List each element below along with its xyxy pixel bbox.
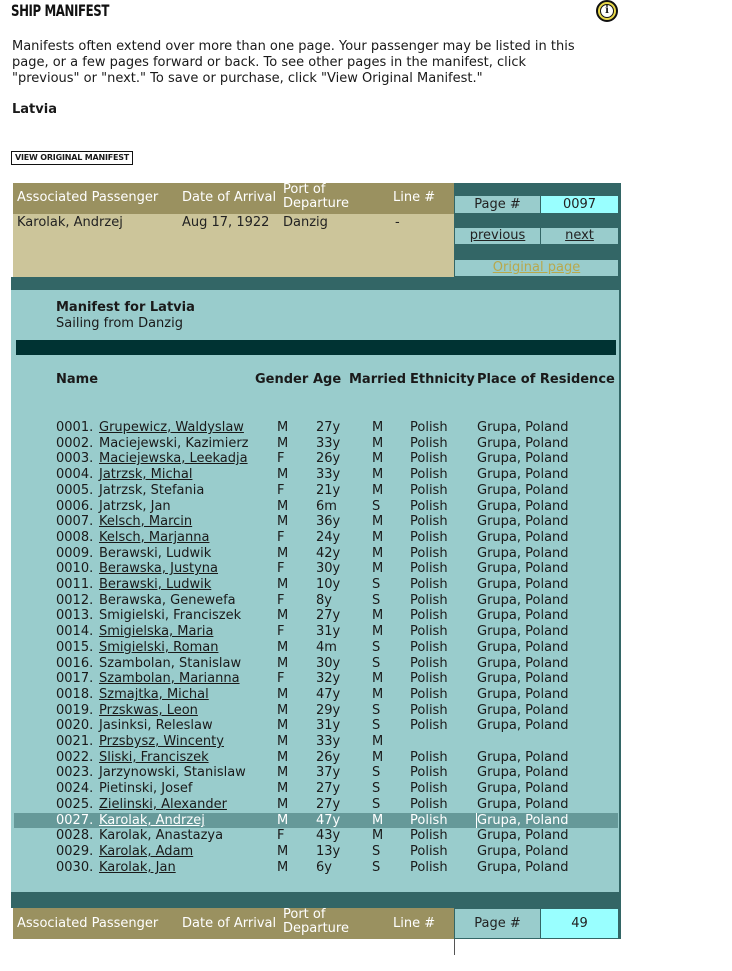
page-title: SHIP MANIFEST (11, 1, 110, 20)
row-number: 0001. (56, 420, 94, 435)
row-gender: M (277, 656, 289, 671)
col-married: Married (349, 372, 407, 387)
row-gender: M (277, 734, 289, 749)
row-married: M (372, 546, 384, 561)
row-ethnicity: Polish (410, 781, 448, 796)
table-row (14, 514, 618, 529)
row-number: 0009. (56, 546, 94, 561)
row-ethnicity: Polish (410, 530, 448, 545)
row-ethnicity: Polish (410, 813, 448, 828)
row-married: S (372, 781, 381, 796)
row-residence: Grupa, Poland (477, 561, 569, 576)
row-age: 6m (316, 499, 337, 514)
row-name[interactable]: Grupewicz, Waldyslaw (99, 420, 244, 435)
row-age: 47y (316, 813, 341, 828)
row-number: 0027. (56, 813, 94, 828)
row-name: Karolak, Anastazya (99, 828, 224, 843)
row-name[interactable]: Smigielska, Maria (99, 624, 214, 639)
row-name[interactable]: Kelsch, Marjanna (99, 530, 210, 545)
row-age: 31y (316, 624, 341, 639)
row-residence: Grupa, Poland (477, 671, 569, 686)
row-gender: M (277, 718, 289, 733)
row-number: 0017. (56, 671, 94, 686)
row-married: M (372, 420, 384, 435)
row-residence: Grupa, Poland (477, 420, 569, 435)
row-residence: Grupa, Poland (477, 765, 569, 780)
table-row (14, 828, 618, 843)
row-married: S (372, 593, 381, 608)
row-number: 0015. (56, 640, 94, 655)
col-ethnicity: Ethnicity (410, 372, 475, 387)
footer-col-line-number: Line # (393, 916, 436, 931)
row-married: M (372, 750, 384, 765)
row-age: 27y (316, 797, 341, 812)
row-number: 0024. (56, 781, 94, 796)
manifest-subtitle: Sailing from Danzig (56, 316, 183, 331)
intro-text: Manifests often extend over more than one page. Your passenger may be listed in this page, or a few pages forward or back. To see other pages in the manifest, click "previous" or "next." To save or purchase, click "View Original Manifest." (12, 39, 575, 86)
row-name: Jatrzsk, Stefania (99, 483, 205, 498)
row-married: S (372, 718, 381, 733)
row-ethnicity: Polish (410, 483, 448, 498)
row-residence: Grupa, Poland (477, 436, 569, 451)
row-ethnicity: Polish (410, 561, 448, 576)
row-gender: M (277, 608, 289, 623)
row-residence: Grupa, Poland (477, 624, 569, 639)
row-ethnicity: Polish (410, 797, 448, 812)
row-ethnicity: Polish (410, 687, 448, 702)
table-row (14, 797, 618, 812)
row-gender: M (277, 797, 289, 812)
row-residence: Grupa, Poland (477, 844, 569, 859)
row-married: M (372, 451, 384, 466)
row-name: Jatrzsk, Jan (99, 499, 171, 514)
row-age: 30y (316, 561, 341, 576)
row-ethnicity: Polish (410, 420, 448, 435)
original-page-link[interactable]: Original page (455, 260, 618, 276)
row-gender: F (277, 561, 285, 576)
table-row-selected (14, 813, 618, 828)
row-married: S (372, 577, 381, 592)
table-row (14, 860, 618, 875)
row-age: 33y (316, 467, 341, 482)
row-age: 47y (316, 687, 341, 702)
row-age: 37y (316, 765, 341, 780)
row-age: 33y (316, 734, 341, 749)
page-navigation-panel (454, 183, 621, 277)
row-name: Jarzynowski, Stanislaw (99, 765, 246, 780)
table-row (14, 656, 618, 671)
row-gender: M (277, 703, 289, 718)
col-name: Name (56, 372, 99, 387)
row-gender: M (277, 860, 289, 875)
row-number: 0029. (56, 844, 94, 859)
row-residence: Grupa, Poland (477, 577, 569, 592)
row-number: 0005. (56, 483, 94, 498)
row-age: 6y (316, 860, 332, 875)
footer-col-associated-passenger: Associated Passenger (17, 916, 159, 931)
row-residence: Grupa, Poland (477, 530, 569, 545)
row-residence: Grupa, Poland (477, 656, 569, 671)
row-married: M (372, 530, 384, 545)
table-row (14, 671, 618, 686)
row-residence: Grupa, Poland (477, 718, 569, 733)
row-ethnicity: Polish (410, 514, 448, 529)
row-residence: Grupa, Poland (477, 640, 569, 655)
table-row (14, 703, 618, 718)
row-number: 0003. (56, 451, 94, 466)
table-row (14, 577, 618, 592)
row-gender: M (277, 813, 289, 828)
table-row (14, 451, 618, 466)
row-number: 0004. (56, 467, 94, 482)
row-name[interactable]: Karolak, Jan (99, 860, 176, 875)
table-row (14, 734, 618, 749)
summary-port: Danzig (283, 215, 328, 230)
row-ethnicity: Polish (410, 860, 448, 875)
row-name[interactable]: Przsbysz, Wincenty (99, 734, 224, 749)
row-married: M (372, 813, 384, 828)
row-age: 24y (316, 530, 341, 545)
footer-page-label: Page # (455, 909, 540, 938)
row-gender: M (277, 781, 289, 796)
table-row (14, 624, 618, 639)
row-residence: Grupa, Poland (477, 813, 569, 828)
row-gender: F (277, 828, 285, 843)
row-age: 26y (316, 750, 341, 765)
col-line-number: Line # (393, 190, 436, 205)
row-married: M (372, 734, 384, 749)
row-residence: Grupa, Poland (477, 608, 569, 623)
row-gender: M (277, 844, 289, 859)
row-residence: Grupa, Poland (477, 703, 569, 718)
row-highlight-divider (476, 813, 477, 828)
row-gender: M (277, 765, 289, 780)
row-ethnicity: Polish (410, 467, 448, 482)
row-number: 0025. (56, 797, 94, 812)
row-gender: F (277, 451, 285, 466)
row-married: M (372, 467, 384, 482)
row-age: 33y (316, 436, 341, 451)
row-name[interactable]: Berawski, Ludwik (99, 577, 212, 592)
row-name: Jasinksi, Releslaw (99, 718, 213, 733)
table-row (14, 436, 618, 451)
summary-line: - (395, 215, 400, 230)
row-gender: M (277, 687, 289, 702)
previous-page-link[interactable]: previous (455, 228, 540, 244)
row-number: 0002. (56, 436, 94, 451)
row-name[interactable]: Smigielski, Roman (99, 640, 219, 655)
table-row (14, 499, 618, 514)
row-married: S (372, 640, 381, 655)
row-gender: F (277, 530, 285, 545)
row-name: Pietinski, Josef (99, 781, 193, 796)
summary-passenger: Karolak, Andrzej (17, 215, 123, 230)
row-married: M (372, 687, 384, 702)
row-name[interactable]: Maciejewska, Leekadja (99, 451, 248, 466)
row-gender: M (277, 640, 289, 655)
row-married: S (372, 860, 381, 875)
row-number: 0021. (56, 734, 94, 749)
row-age: 43y (316, 828, 341, 843)
row-ethnicity: Polish (410, 828, 448, 843)
row-number: 0023. (56, 765, 94, 780)
row-number: 0008. (56, 530, 94, 545)
row-gender: M (277, 420, 289, 435)
row-number: 0013. (56, 608, 94, 623)
page-number-label: Page # (455, 196, 540, 213)
row-name[interactable]: Karolak, Andrzej (99, 813, 205, 828)
footer-col-port-of-departure: Port of Departure (283, 907, 349, 936)
manifest-title: Manifest for Latvia (56, 300, 195, 315)
row-married: S (372, 703, 381, 718)
row-name[interactable]: Przskwas, Leon (99, 703, 198, 718)
row-age: 27y (316, 781, 341, 796)
row-number: 0030. (56, 860, 94, 875)
row-gender: M (277, 467, 289, 482)
row-age: 27y (316, 420, 341, 435)
row-name[interactable]: Jatrzsk, Michal (99, 467, 193, 482)
row-residence: Grupa, Poland (477, 781, 569, 796)
row-ethnicity: Polish (410, 436, 448, 451)
table-row (14, 561, 618, 576)
row-number: 0018. (56, 687, 94, 702)
row-number: 0011. (56, 577, 94, 592)
row-residence: Grupa, Poland (477, 797, 569, 812)
row-married: S (372, 765, 381, 780)
next-page-link[interactable]: next (541, 228, 618, 244)
row-residence: Grupa, Poland (477, 514, 569, 529)
row-gender: M (277, 546, 289, 561)
table-row (14, 640, 618, 655)
row-age: 36y (316, 514, 341, 529)
row-gender: M (277, 577, 289, 592)
row-married: S (372, 499, 381, 514)
col-place-of-residence: Place of Residence (477, 372, 615, 387)
row-name[interactable]: Szambolan, Marianna (99, 671, 240, 686)
info-icon-glyph: i (600, 4, 614, 18)
country-heading: Latvia (12, 102, 57, 117)
row-gender: M (277, 499, 289, 514)
col-associated-passenger: Associated Passenger (17, 190, 159, 205)
row-married: M (372, 608, 384, 623)
col-age: Age (313, 372, 342, 387)
summary-header-bar (13, 183, 454, 214)
table-row (14, 467, 618, 482)
row-residence: Grupa, Poland (477, 483, 569, 498)
row-number: 0028. (56, 828, 94, 843)
row-residence: Grupa, Poland (477, 687, 569, 702)
row-number: 0020. (56, 718, 94, 733)
table-row (14, 608, 618, 623)
row-gender: F (277, 624, 285, 639)
bottom-divider-band (11, 892, 621, 908)
divider-band (11, 277, 621, 290)
row-married: M (372, 561, 384, 576)
row-ethnicity: Polish (410, 765, 448, 780)
row-number: 0012. (56, 593, 94, 608)
row-married: M (372, 671, 384, 686)
row-ethnicity: Polish (410, 671, 448, 686)
row-number: 0010. (56, 561, 94, 576)
row-ethnicity: Polish (410, 608, 448, 623)
passenger-summary-panel (13, 183, 454, 277)
row-gender: M (277, 750, 289, 765)
row-number: 0014. (56, 624, 94, 639)
table-row (14, 781, 618, 796)
row-ethnicity: Polish (410, 451, 448, 466)
info-icon[interactable] (596, 0, 618, 22)
footer-divider-line (454, 939, 455, 955)
row-age: 31y (316, 718, 341, 733)
row-residence: Grupa, Poland (477, 467, 569, 482)
col-port-of-departure: Port of Departure (283, 182, 349, 211)
row-age: 32y (316, 671, 341, 686)
col-gender: Gender (255, 372, 309, 387)
row-number: 0007. (56, 514, 94, 529)
table-row (14, 718, 618, 733)
row-married: S (372, 844, 381, 859)
table-row (14, 530, 618, 545)
table-row (14, 483, 618, 498)
row-ethnicity: Polish (410, 656, 448, 671)
row-residence: Grupa, Poland (477, 828, 569, 843)
row-gender: M (277, 436, 289, 451)
row-ethnicity: Polish (410, 750, 448, 765)
view-original-manifest-button[interactable]: VIEW ORIGINAL MANIFEST (11, 151, 133, 165)
row-number: 0019. (56, 703, 94, 718)
footer-page-panel (454, 908, 621, 939)
row-name: Smigielski, Franciszek (99, 608, 242, 623)
row-residence: Grupa, Poland (477, 499, 569, 514)
row-age: 29y (316, 703, 341, 718)
row-ethnicity: Polish (410, 718, 448, 733)
row-ethnicity: Polish (410, 546, 448, 561)
row-age: 26y (316, 451, 341, 466)
row-gender: F (277, 483, 285, 498)
manifest-divider (16, 340, 616, 355)
row-ethnicity: Polish (410, 844, 448, 859)
row-gender: F (277, 671, 285, 686)
table-row (14, 593, 618, 608)
row-married: S (372, 797, 381, 812)
row-name: Maciejewski, Kazimierz (99, 436, 249, 451)
row-age: 4m (316, 640, 337, 655)
table-row (14, 420, 618, 435)
row-name[interactable]: Sliski, Franciszek (99, 750, 209, 765)
row-gender: M (277, 514, 289, 529)
table-row (14, 750, 618, 765)
row-age: 27y (316, 608, 341, 623)
col-date-of-arrival: Date of Arrival (182, 190, 277, 205)
row-number: 0016. (56, 656, 94, 671)
table-row (14, 844, 618, 859)
row-residence: Grupa, Poland (477, 593, 569, 608)
footer-page-value: 49 (541, 909, 618, 938)
row-name[interactable]: Karolak, Adam (99, 844, 194, 859)
row-name[interactable]: Szmajtka, Michal (99, 687, 209, 702)
row-name[interactable]: Zielinski, Alexander (99, 797, 227, 812)
row-age: 10y (316, 577, 341, 592)
row-married: M (372, 483, 384, 498)
row-ethnicity: Polish (410, 577, 448, 592)
row-residence: Grupa, Poland (477, 451, 569, 466)
row-gender: F (277, 593, 285, 608)
row-married: M (372, 828, 384, 843)
row-ethnicity: Polish (410, 640, 448, 655)
row-age: 13y (316, 844, 341, 859)
footer-header-bar (13, 908, 454, 939)
row-ethnicity: Polish (410, 499, 448, 514)
row-residence: Grupa, Poland (477, 860, 569, 875)
row-married: M (372, 436, 384, 451)
row-ethnicity: Polish (410, 703, 448, 718)
row-ethnicity: Polish (410, 624, 448, 639)
table-row (14, 765, 618, 780)
row-age: 30y (316, 656, 341, 671)
footer-col-date-of-arrival: Date of Arrival (182, 916, 277, 931)
summary-arrival: Aug 17, 1922 (182, 215, 270, 230)
row-married: M (372, 514, 384, 529)
summary-row (13, 214, 454, 234)
row-residence: Grupa, Poland (477, 750, 569, 765)
row-ethnicity: Polish (410, 593, 448, 608)
row-number: 0006. (56, 499, 94, 514)
row-name: Szambolan, Stanislaw (99, 656, 242, 671)
table-row (14, 546, 618, 561)
row-residence: Grupa, Poland (477, 546, 569, 561)
row-name[interactable]: Berawska, Justyna (99, 561, 219, 576)
row-age: 8y (316, 593, 332, 608)
row-name: Berawska, Genewefa (99, 593, 236, 608)
page-number-value: 0097 (541, 196, 618, 213)
row-age: 21y (316, 483, 341, 498)
row-married: M (372, 624, 384, 639)
row-name[interactable]: Kelsch, Marcin (99, 514, 193, 529)
row-married: S (372, 656, 381, 671)
row-age: 42y (316, 546, 341, 561)
row-number: 0022. (56, 750, 94, 765)
row-name: Berawski, Ludwik (99, 546, 212, 561)
table-row (14, 687, 618, 702)
